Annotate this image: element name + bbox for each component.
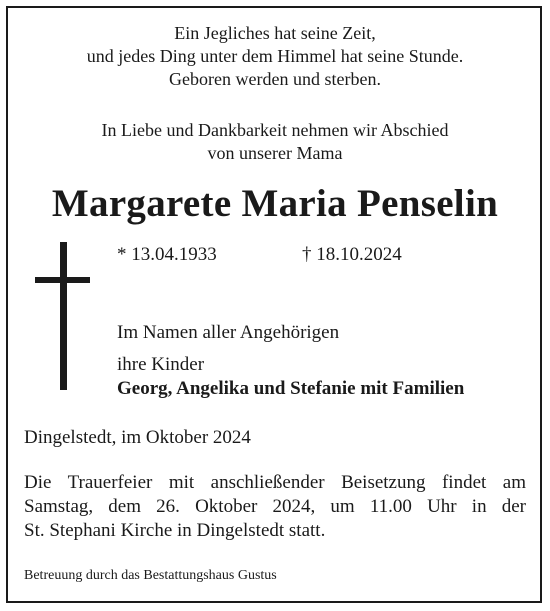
verse-line-1: Ein Jegliches hat seine Zeit, [174,23,376,43]
place-date: Dingelstedt, im Oktober 2024 [24,427,251,448]
funeral-line-1: Die Trauerfeier mit anschließender Beisetzung findet am [24,472,526,493]
verse-line-3: Geboren werden und sterben. [169,69,381,89]
cross-horizontal-bar [35,277,90,283]
funeral-notice [24,471,526,543]
cross-vertical-bar [60,242,67,390]
funeral-line-2: Samstag, dem 26. Oktober 2024, um 11.00 Uhr in der [24,496,526,517]
birth-date: * 13.04.1933 [117,244,217,265]
verse-line-2: und jedes Ding unter dem Himmel hat seine Stunde. [86,46,464,66]
funeral-line-3: St. Stephani Kirche in Dingelstedt statt. [24,520,326,541]
deceased-name: Margarete Maria Penselin [51,182,499,225]
children-names: Georg, Angelika und Stefanie mit Familien [117,378,465,399]
farewell-line-1: In Liebe und Dankbarkeit nehmen wir Abschied [101,120,449,140]
relatives-intro: Im Namen aller Angehörigen [117,322,340,343]
death-date: † 18.10.2024 [302,244,402,265]
farewell-line-2: von unserer Mama [207,143,343,163]
undertaker-credit: Betreuung durch das Bestattungshaus Gustus [24,568,277,583]
children-label: ihre Kinder [117,354,205,375]
